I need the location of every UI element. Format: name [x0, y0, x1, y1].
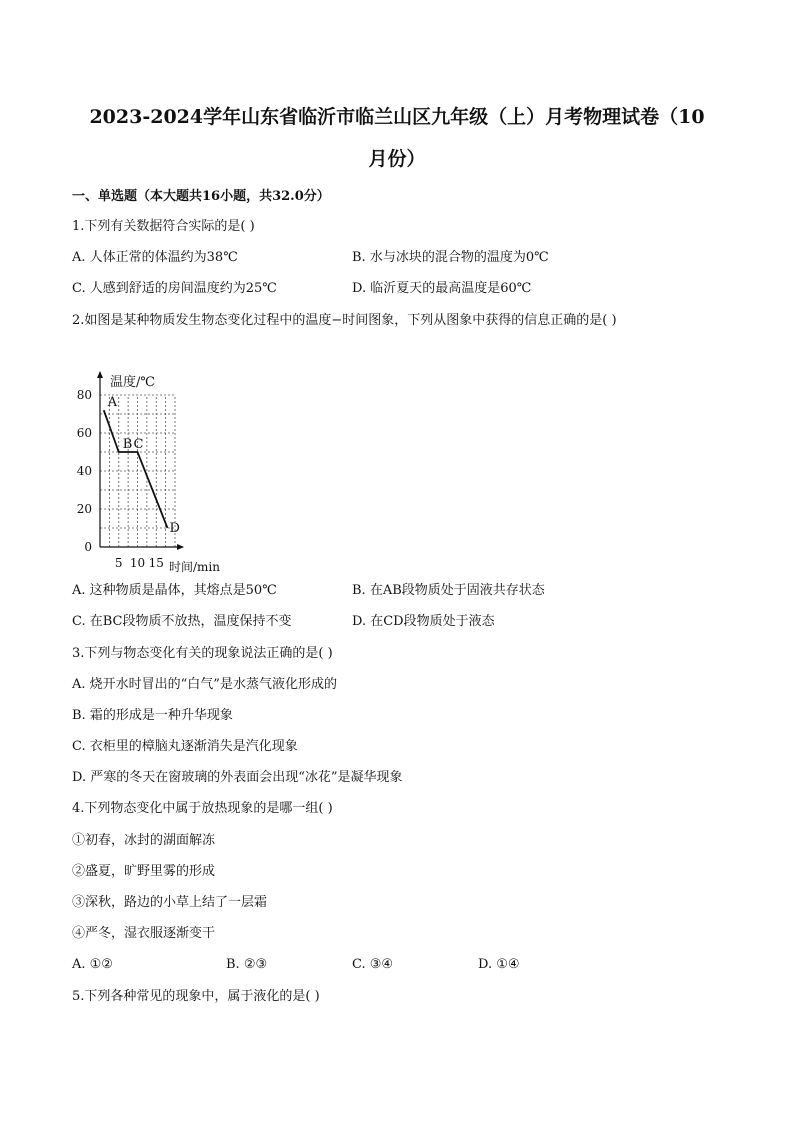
question-4-option-b: B. ②③ [226, 957, 268, 972]
chart-grid [100, 395, 175, 547]
question-4-option-d: D. ①④ [478, 957, 520, 972]
question-1-option-c: C. 人感到舒适的房间温度约为25℃ [72, 281, 277, 296]
question-5-stem: 5.下列各种常见的现象中，属于液化的是( ) [72, 989, 320, 1004]
question-2-option-d: D. 在CD段物质处于液态 [352, 614, 495, 629]
x-tick-label: 15 [148, 556, 164, 570]
chart-ticks [77, 388, 164, 570]
x-tick-label: 10 [129, 556, 146, 570]
point-label: C [133, 437, 144, 452]
question-3-option-d: D. 严寒的冬天在窗玻璃的外表面会出现“冰花”是凝华现象 [72, 770, 403, 785]
chart-labels [107, 374, 221, 574]
question-4-option-a: A. ①② [72, 957, 113, 972]
question-4-item-2: ②盛夏，旷野里雾的形成 [72, 864, 216, 879]
y-axis-arrow [97, 371, 103, 378]
question-4-stem: 4.下列物态变化中属于放热现象的是哪一组( ) [72, 801, 333, 816]
x-tick-label: 5 [114, 556, 123, 570]
question-2-option-a: A. 这种物质是晶体，其熔点是50℃ [72, 583, 277, 598]
question-2-option-b: B. 在AB段物质处于固液共存状态 [352, 583, 545, 598]
question-4-item-3: ③深秋，路边的小草上结了一层霜 [72, 895, 268, 910]
question-1-option-d: D. 临沂夏天的最高温度是60℃ [352, 281, 532, 296]
temperature-time-chart [70, 364, 310, 579]
y-tick-label: 40 [76, 464, 92, 478]
y-tick-label: 0 [84, 540, 92, 554]
question-2-stem: 2.如图是某种物质发生物态变化过程中的温度−时间图象，下列从图象中获得的信息正确的是( ) [72, 313, 617, 328]
question-1-stem: 1.下列有关数据符合实际的是( ) [72, 219, 255, 234]
y-tick-label: 80 [76, 388, 92, 402]
exam-title-line2: 月份） [368, 148, 426, 170]
question-3-option-c: C. 衣柜里的樟脑丸逐渐消失是汽化现象 [72, 739, 298, 754]
y-tick-label: 20 [76, 502, 92, 516]
question-3-stem: 3.下列与物态变化有关的现象说法正确的是( ) [72, 646, 333, 661]
x-axis-arrow [177, 544, 184, 550]
question-1-option-b: B. 水与冰块的混合物的温度为0℃ [352, 250, 549, 265]
chart-series [104, 410, 168, 528]
x-axis-label: 时间/min [169, 560, 220, 574]
exam-title-line1: 2023-2024学年山东省临沂市临兰山区九年级（上）月考物理试卷（10 [89, 106, 705, 128]
question-3-option-a: A. 烧开水时冒出的“白气”是水蒸气液化形成的 [72, 677, 337, 692]
section-heading: 一、单选题（本大题共16小题，共32.0分） [72, 189, 330, 204]
point-label: B [122, 437, 133, 452]
point-label: D [169, 521, 180, 536]
y-tick-label: 60 [76, 426, 92, 440]
question-2-option-c: C. 在BC段物质不放热，温度保持不变 [72, 614, 292, 629]
question-4-option-c: C. ③④ [352, 957, 394, 972]
series-line [104, 410, 168, 528]
question-4-item-1: ①初春，冰封的湖面解冻 [72, 833, 216, 848]
y-axis-label: 温度/℃ [110, 375, 155, 390]
question-1-option-a: A. 人体正常的体温约为38℃ [72, 250, 238, 265]
question-4-item-4: ④严冬，湿衣服逐渐变干 [72, 926, 216, 941]
question-3-option-b: B. 霜的形成是一种升华现象 [72, 708, 233, 723]
point-label: A [107, 395, 118, 411]
